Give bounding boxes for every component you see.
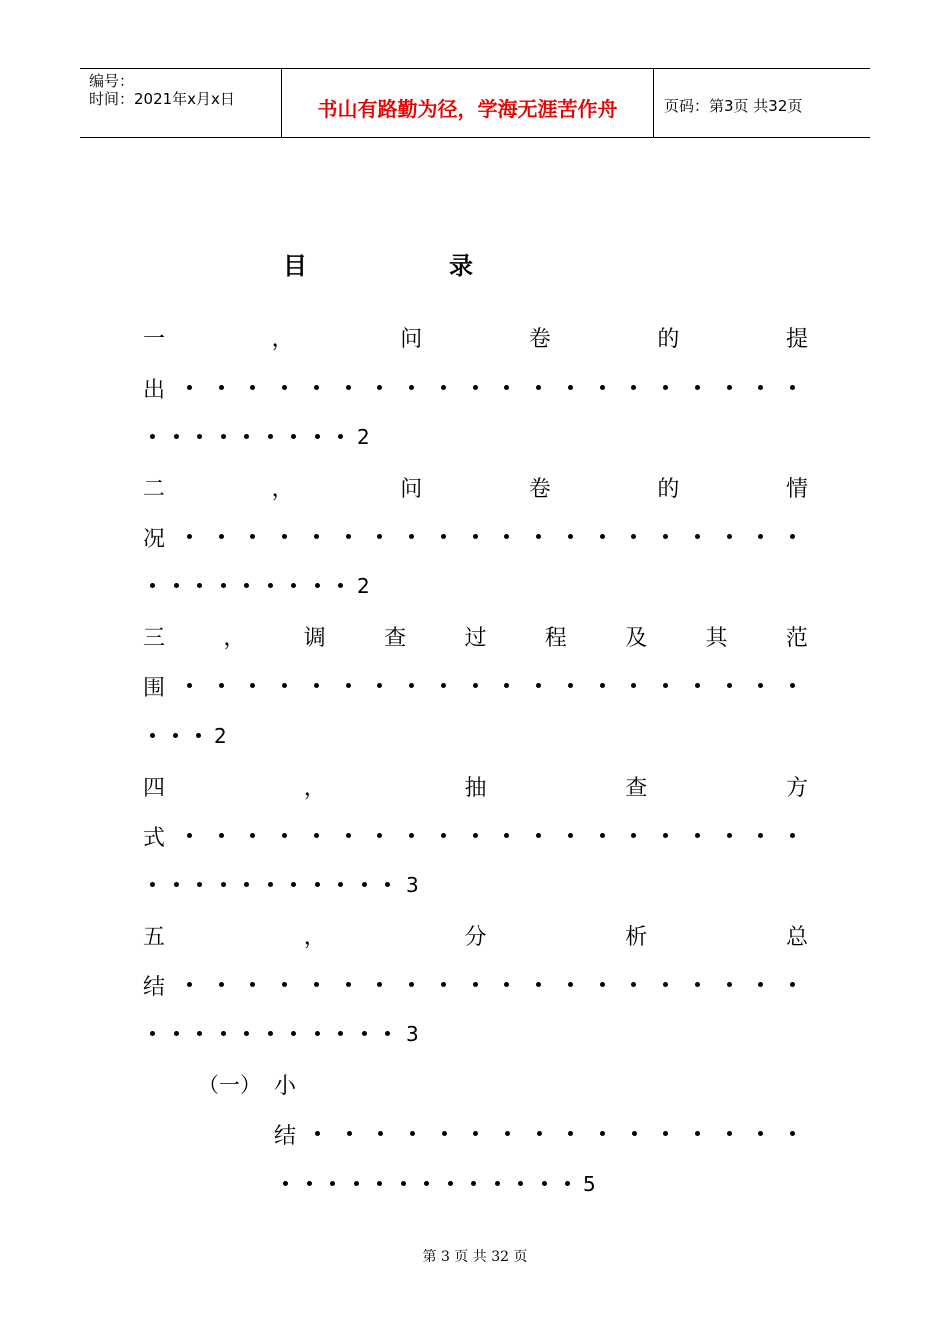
leader-dot — [441, 385, 446, 390]
leader-dot — [219, 982, 224, 987]
leader-dot — [221, 583, 226, 588]
dot-leader — [150, 422, 344, 452]
toc-char: 一 — [143, 326, 166, 352]
leader-dot — [268, 583, 273, 588]
leader-dot — [536, 833, 541, 838]
leader-dot — [727, 534, 732, 539]
leader-dot — [197, 434, 202, 439]
leader-dot — [219, 833, 224, 838]
toc-char: 查 — [625, 775, 648, 801]
leader-dot — [790, 385, 795, 390]
leader-dot — [283, 1181, 288, 1186]
leader-dot — [282, 683, 287, 688]
toc-page-number: 3 — [406, 1022, 419, 1046]
toc-char: ， — [271, 326, 294, 352]
leader-dot — [600, 982, 605, 987]
motto: 书山有路勤为径，学海无涯苦作舟 — [317, 97, 618, 121]
leader-dot — [187, 833, 192, 838]
leader-dot — [631, 683, 636, 688]
toc-char: 分 — [464, 924, 487, 950]
leader-dot — [150, 583, 155, 588]
toc-title-left: 目 — [283, 252, 307, 280]
toc-page-number: 3 — [406, 873, 419, 897]
leader-dot — [409, 982, 414, 987]
page-code: 页码：第3页 共32页 — [664, 97, 803, 115]
leader-dot — [244, 434, 249, 439]
leader-dot — [378, 1131, 383, 1136]
leader-dot — [663, 385, 668, 390]
leader-dot — [244, 1031, 249, 1036]
leader-dot — [250, 534, 255, 539]
leader-dot — [150, 434, 155, 439]
leader-dot — [695, 683, 700, 688]
leader-dot — [314, 982, 319, 987]
toc-page-number: 2 — [357, 574, 370, 598]
leader-dot — [695, 982, 700, 987]
dot-leader — [150, 571, 344, 601]
leader-dot — [221, 1031, 226, 1036]
leader-dot — [504, 534, 509, 539]
leader-dot — [244, 882, 249, 887]
leader-dot — [291, 583, 296, 588]
leader-dot — [197, 882, 202, 887]
toc-char: 情 — [785, 476, 808, 502]
leader-dot — [473, 833, 478, 838]
leader-dot — [565, 1181, 570, 1186]
toc-cont-char: 结 — [143, 974, 166, 1000]
number-label: 编号： — [89, 72, 135, 90]
leader-dot — [473, 534, 478, 539]
toc-char: 提 — [785, 326, 808, 352]
leader-dot — [600, 833, 605, 838]
leader-dot — [219, 683, 224, 688]
leader-dot — [536, 534, 541, 539]
leader-dot — [441, 982, 446, 987]
leader-dot — [632, 1131, 637, 1136]
leader-dot — [473, 385, 478, 390]
leader-dot — [663, 534, 668, 539]
leader-dot — [790, 683, 795, 688]
leader-dot — [695, 385, 700, 390]
leader-dot — [401, 1181, 406, 1186]
dot-leader — [187, 522, 796, 552]
leader-dot — [338, 1031, 343, 1036]
leader-dot — [536, 683, 541, 688]
leader-dot — [346, 385, 351, 390]
toc-entry-4[interactable] — [143, 771, 808, 801]
leader-dot — [330, 1181, 335, 1186]
leader-dot — [250, 833, 255, 838]
leader-dot — [409, 534, 414, 539]
leader-dot — [338, 583, 343, 588]
dot-leader — [187, 970, 796, 1000]
leader-dot — [282, 833, 287, 838]
leader-dot — [268, 882, 273, 887]
leader-dot — [504, 385, 509, 390]
leader-dot — [187, 982, 192, 987]
leader-dot — [268, 1031, 273, 1036]
toc-char: ， — [271, 476, 294, 502]
dot-leader — [150, 721, 202, 751]
toc-entry-3[interactable] — [143, 621, 808, 651]
leader-dot — [568, 833, 573, 838]
leader-dot — [409, 833, 414, 838]
leader-dot — [473, 982, 478, 987]
leader-dot — [150, 882, 155, 887]
leader-dot — [150, 1031, 155, 1036]
leader-dot — [631, 982, 636, 987]
toc-char: 卷 — [528, 326, 551, 352]
dot-leader — [150, 870, 391, 900]
toc-title-right: 录 — [449, 252, 473, 280]
leader-dot — [282, 385, 287, 390]
leader-dot — [758, 683, 763, 688]
leader-dot — [441, 683, 446, 688]
toc-char: 及 — [625, 625, 648, 651]
leader-dot — [347, 1131, 352, 1136]
toc-char: 过 — [464, 625, 487, 651]
toc-char: ， — [223, 625, 246, 651]
leader-dot — [695, 534, 700, 539]
leader-dot — [219, 534, 224, 539]
leader-dot — [314, 534, 319, 539]
leader-dot — [338, 882, 343, 887]
leader-dot — [790, 982, 795, 987]
toc-sub-first-char[interactable]: 小 — [274, 1073, 297, 1099]
time-label: 时间：2021年x月x日 — [89, 90, 235, 108]
header-motto-cell — [282, 69, 654, 137]
toc-cont-char: 出 — [143, 377, 166, 403]
dot-leader — [283, 1169, 571, 1199]
leader-dot — [173, 733, 178, 738]
leader-dot — [315, 583, 320, 588]
leader-dot — [315, 1131, 320, 1136]
toc-entry-2[interactable] — [143, 472, 808, 502]
leader-dot — [663, 1131, 668, 1136]
leader-dot — [758, 982, 763, 987]
leader-dot — [221, 882, 226, 887]
leader-dot — [377, 683, 382, 688]
leader-dot — [537, 1131, 542, 1136]
toc-char: 的 — [657, 476, 680, 502]
leader-dot — [409, 385, 414, 390]
leader-dot — [568, 982, 573, 987]
leader-dot — [250, 982, 255, 987]
leader-dot — [291, 434, 296, 439]
page-header — [80, 68, 870, 138]
leader-dot — [790, 534, 795, 539]
leader-dot — [314, 683, 319, 688]
page-footer: 第 3 页 共 32 页 — [422, 1249, 528, 1265]
toc-char: ， — [303, 924, 326, 950]
toc-page-number: 5 — [583, 1172, 596, 1196]
toc-char: 调 — [303, 625, 326, 651]
leader-dot — [518, 1181, 523, 1186]
leader-dot — [291, 1031, 296, 1036]
toc-char: 三 — [143, 625, 166, 651]
leader-dot — [505, 1131, 510, 1136]
leader-dot — [631, 534, 636, 539]
leader-dot — [187, 385, 192, 390]
leader-dot — [568, 534, 573, 539]
leader-dot — [346, 833, 351, 838]
toc-char: 问 — [400, 476, 423, 502]
toc-cont-char: 况 — [143, 526, 166, 552]
toc-char: 五 — [143, 924, 166, 950]
leader-dot — [174, 583, 179, 588]
header-meta-cell — [80, 69, 282, 137]
dot-leader — [315, 1119, 796, 1149]
leader-dot — [471, 1181, 476, 1186]
leader-dot — [600, 683, 605, 688]
leader-dot — [362, 1031, 367, 1036]
toc-sub-prefix[interactable]: （一） — [198, 1073, 261, 1097]
leader-dot — [282, 534, 287, 539]
leader-dot — [174, 1031, 179, 1036]
leader-dot — [758, 534, 763, 539]
leader-dot — [663, 982, 668, 987]
leader-dot — [187, 534, 192, 539]
leader-dot — [441, 833, 446, 838]
leader-dot — [187, 683, 192, 688]
leader-dot — [542, 1181, 547, 1186]
leader-dot — [758, 385, 763, 390]
toc-char: 其 — [705, 625, 728, 651]
leader-dot — [442, 1131, 447, 1136]
leader-dot — [377, 1181, 382, 1186]
leader-dot — [758, 833, 763, 838]
leader-dot — [250, 385, 255, 390]
leader-dot — [346, 534, 351, 539]
toc-entry-1[interactable] — [143, 322, 808, 352]
leader-dot — [727, 683, 732, 688]
leader-dot — [354, 1181, 359, 1186]
leader-dot — [441, 534, 446, 539]
leader-dot — [346, 683, 351, 688]
toc-char: 的 — [657, 326, 680, 352]
leader-dot — [377, 833, 382, 838]
toc-entry-5[interactable] — [143, 920, 808, 950]
leader-dot — [377, 982, 382, 987]
leader-dot — [197, 1031, 202, 1036]
leader-dot — [600, 385, 605, 390]
dot-leader — [150, 1019, 391, 1049]
leader-dot — [196, 733, 201, 738]
leader-dot — [727, 982, 732, 987]
toc-char: 问 — [400, 326, 423, 352]
leader-dot — [219, 385, 224, 390]
leader-dot — [727, 833, 732, 838]
toc-char: 总 — [785, 924, 808, 950]
toc-page-number: 2 — [357, 425, 370, 449]
leader-dot — [695, 833, 700, 838]
leader-dot — [346, 982, 351, 987]
toc-char: 析 — [625, 924, 648, 950]
leader-dot — [338, 434, 343, 439]
leader-dot — [150, 733, 155, 738]
leader-dot — [568, 1131, 573, 1136]
leader-dot — [282, 982, 287, 987]
leader-dot — [315, 1031, 320, 1036]
leader-dot — [504, 683, 509, 688]
header-page-cell — [654, 69, 870, 137]
toc-cont-char: 围 — [143, 675, 166, 701]
toc-char: 四 — [143, 775, 166, 801]
leader-dot — [536, 385, 541, 390]
dot-leader — [187, 373, 796, 403]
leader-dot — [663, 683, 668, 688]
leader-dot — [473, 683, 478, 688]
leader-dot — [314, 833, 319, 838]
toc-cont-char: 式 — [143, 825, 166, 851]
leader-dot — [385, 882, 390, 887]
leader-dot — [244, 583, 249, 588]
toc-char: ， — [303, 775, 326, 801]
leader-dot — [727, 385, 732, 390]
leader-dot — [790, 833, 795, 838]
leader-dot — [291, 882, 296, 887]
leader-dot — [504, 982, 509, 987]
leader-dot — [600, 534, 605, 539]
leader-dot — [174, 434, 179, 439]
leader-dot — [385, 1031, 390, 1036]
leader-dot — [495, 1181, 500, 1186]
leader-dot — [268, 434, 273, 439]
leader-dot — [727, 1131, 732, 1136]
toc-cont-char: 结 — [274, 1123, 297, 1149]
leader-dot — [631, 833, 636, 838]
leader-dot — [473, 1131, 478, 1136]
leader-dot — [315, 882, 320, 887]
leader-dot — [362, 882, 367, 887]
leader-dot — [174, 882, 179, 887]
leader-dot — [695, 1131, 700, 1136]
toc-char: 范 — [785, 625, 808, 651]
toc-page-number: 2 — [214, 724, 227, 748]
leader-dot — [790, 1131, 795, 1136]
leader-dot — [448, 1181, 453, 1186]
leader-dot — [568, 385, 573, 390]
leader-dot — [377, 385, 382, 390]
toc-char: 抽 — [464, 775, 487, 801]
leader-dot — [410, 1131, 415, 1136]
leader-dot — [250, 683, 255, 688]
leader-dot — [221, 434, 226, 439]
toc-char: 程 — [544, 625, 567, 651]
leader-dot — [307, 1181, 312, 1186]
leader-dot — [631, 385, 636, 390]
toc-char: 查 — [384, 625, 407, 651]
leader-dot — [377, 534, 382, 539]
toc-char: 二 — [143, 476, 166, 502]
leader-dot — [197, 583, 202, 588]
leader-dot — [409, 683, 414, 688]
dot-leader — [187, 671, 796, 701]
leader-dot — [758, 1131, 763, 1136]
leader-dot — [568, 683, 573, 688]
leader-dot — [424, 1181, 429, 1186]
leader-dot — [600, 1131, 605, 1136]
leader-dot — [663, 833, 668, 838]
leader-dot — [315, 434, 320, 439]
leader-dot — [536, 982, 541, 987]
leader-dot — [504, 833, 509, 838]
dot-leader — [187, 821, 796, 851]
toc-char: 方 — [785, 775, 808, 801]
leader-dot — [314, 385, 319, 390]
toc-char: 卷 — [528, 476, 551, 502]
